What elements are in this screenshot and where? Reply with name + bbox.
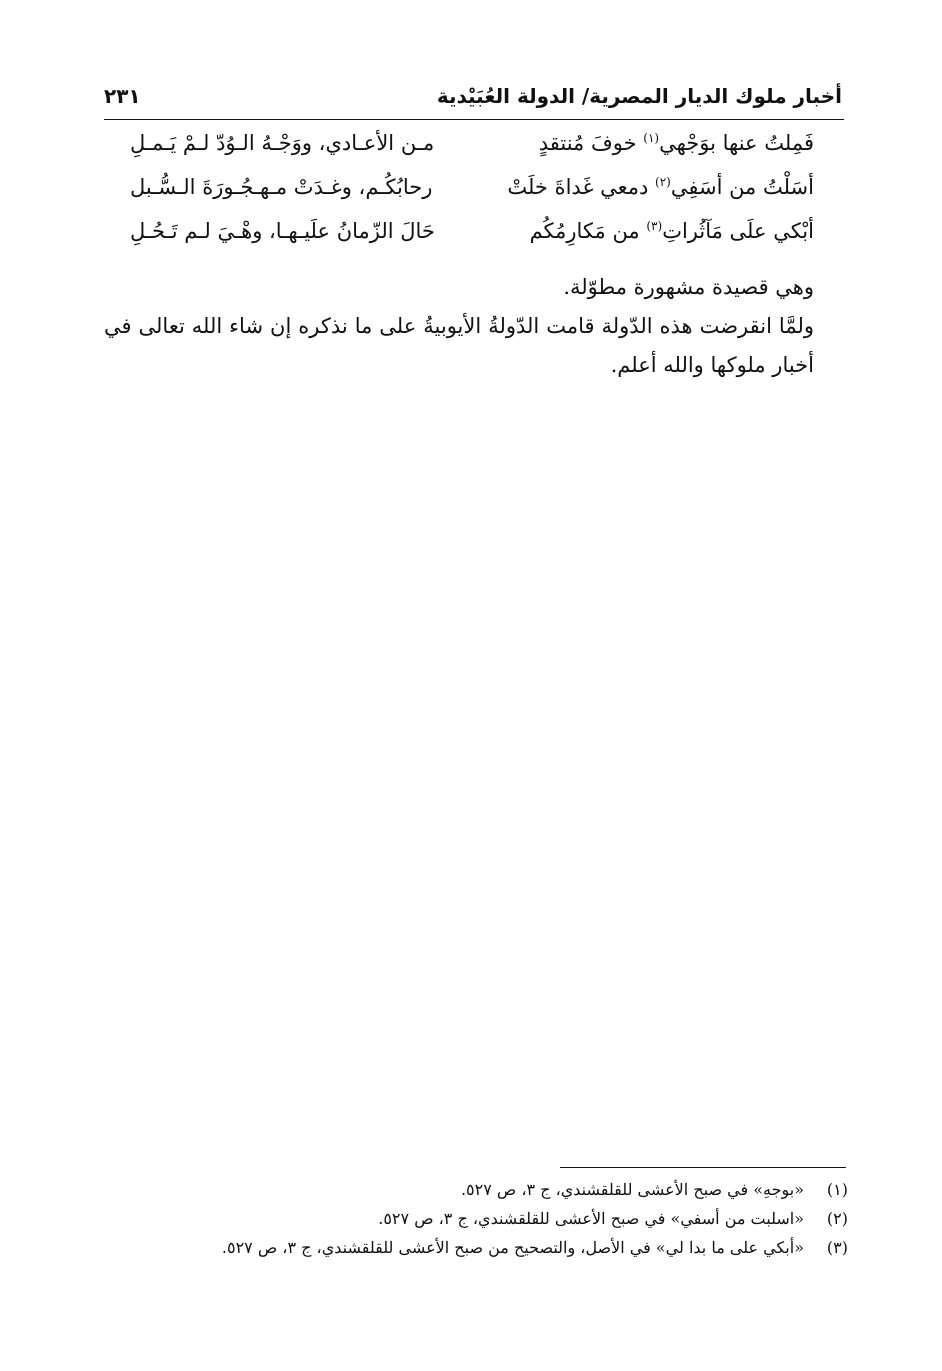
verse-first-hemistich [507,175,814,199]
verse-text: أسَلْتُ من أسَفِي [670,175,814,199]
poem-verses [130,131,814,263]
running-header [104,84,842,118]
prose-paragraph: ولمَّا انقرضت هذه الدّولة قامت الدّولةُ الأيوبيةُ على ما نذكره إن شاء الله تعالى في أخبار ملوكها والله أعلم. [104,314,814,377]
footnote-ref[interactable]: (١) [643,131,660,145]
page-number: ٢٣١ [104,84,141,108]
prose-line: وهي قصيدة مشهورة مطوّلة. [563,275,814,299]
footnote-number: (٣) [826,1238,848,1257]
verse-text: أبْكي علَى مَآثُراتِ [662,219,814,243]
footnote-text: «أبكي على ما بدا لي» في الأصل، والتصحيح من صبح الأعشى للقلقشندي، ج ٣، ص ٥٢٧. [221,1238,804,1257]
verse-text: خوفَ مُنتقدٍ [538,131,644,155]
body-text [104,268,844,385]
running-header-title: أخبار ملوك الديار المصرية/ الدولة العُبَيْدية [436,84,842,108]
footnote-number: (١) [826,1180,848,1199]
footnote-separator [560,1167,846,1168]
verse-second-hemistich: حَالَ الزّمانُ علَيـهـا، وهْـيَ لـم تَـحُـلِ [130,219,435,243]
verse-first-hemistich [530,219,814,243]
verse-second-hemistich: رحابُكُـم، وغـدَتْ مـهـجُـورَةَ الـسُّـبل [130,175,433,199]
footnote-item [128,1238,848,1267]
footnote-item [128,1209,848,1238]
verse-line [130,175,814,219]
footnote-item [128,1180,848,1209]
footnote-text: «بوجهِ» في صبح الأعشى للقلقشندي، ج ٣، ص ٥٢٧. [460,1180,804,1199]
header-rule [104,119,844,120]
footnotes [128,1180,848,1267]
verse-first-hemistich [539,131,814,155]
verse-text: دمعي غَداةَ خلَتْ [507,175,656,199]
footnote-ref[interactable]: (٣) [646,219,663,233]
footnote-text: «اسلبت من أسفي» في صبح الأعشى للقلقشندي، ج ٣، ص ٥٢٧. [378,1209,804,1228]
verse-text: من مَكارِمُكُم [529,219,647,243]
footnote-number: (٢) [826,1209,848,1228]
verse-line [130,219,814,263]
verse-text: فَمِلتُ عنها بوَجْهي [659,131,814,155]
footnote-ref[interactable]: (٢) [655,175,671,189]
verse-line [130,131,814,175]
verse-second-hemistich: مـن الأعـادي، ووَجْـهُ الـوُدّ لـمْ يَـمـلِ [130,131,435,155]
